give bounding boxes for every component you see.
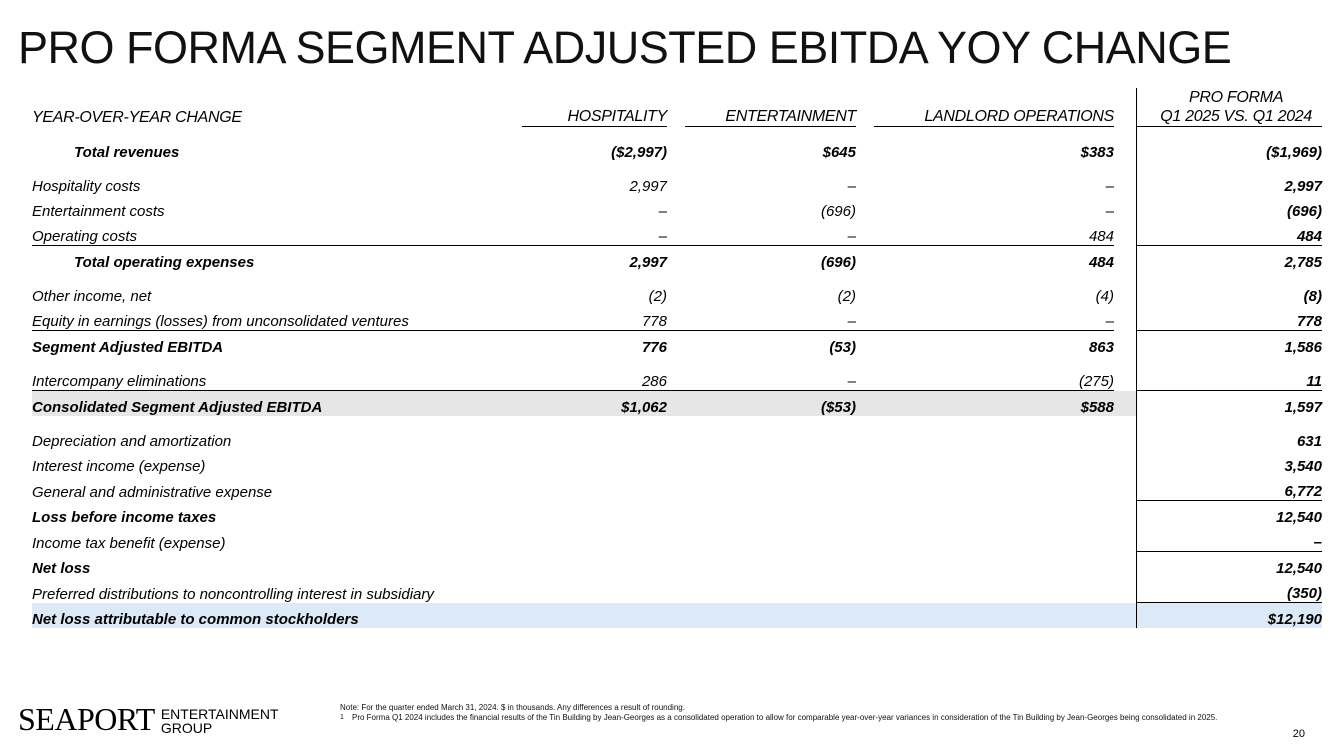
table-cell <box>856 526 874 552</box>
table-cell <box>874 603 1114 629</box>
table-cell <box>1114 161 1136 195</box>
table-row <box>32 305 1322 331</box>
table-cell: – <box>847 373 856 390</box>
footnote-mark: 1 <box>340 714 344 721</box>
table-cell: $588 <box>874 391 1114 417</box>
proforma-cell: 12,540 <box>1136 552 1322 578</box>
table-cell <box>667 195 685 220</box>
table-cell <box>874 475 1114 501</box>
table-cell <box>522 526 667 552</box>
table-cell <box>1114 356 1136 391</box>
table-row <box>32 416 1322 450</box>
row-label: Loss before income taxes <box>32 509 217 526</box>
table-cell <box>1114 127 1136 162</box>
row-label: Hospitality costs <box>32 178 141 195</box>
table-cell <box>667 391 685 417</box>
table-cell: (53) <box>685 331 856 357</box>
table-cell <box>667 331 685 357</box>
table-cell: – <box>847 228 856 245</box>
table-cell <box>1114 391 1136 417</box>
proforma-cell: (8) <box>1136 271 1322 305</box>
company-logo: SEAPORT ENTERTAINMENT GROUP <box>18 701 279 737</box>
proforma-cell: (350) <box>1136 577 1322 603</box>
table-row <box>32 391 1322 417</box>
footnote-text: Pro Forma Q1 2024 includes the financial results of the Tin Building by Jean-Georges as a consolidated operation to allow for comparable year-over-year variances in consideration of the Tin Building by Jean-Georges being consolidated in 2025. <box>352 713 1218 722</box>
table-cell <box>856 577 874 603</box>
table-cell <box>667 161 685 195</box>
table-cell: – <box>658 228 667 245</box>
row-label: Intercompany eliminations <box>32 373 207 390</box>
proforma-cell: 631 <box>1136 416 1322 450</box>
table-cell <box>1114 475 1136 501</box>
table-cell <box>1114 331 1136 357</box>
footnotes <box>340 703 1275 723</box>
table-cell: (2) <box>648 288 667 305</box>
table-cell <box>667 577 685 603</box>
table-cell <box>685 450 856 475</box>
proforma-cell: (696) <box>1136 195 1322 220</box>
row-label: Interest income (expense) <box>32 458 206 475</box>
table-cell <box>856 475 874 501</box>
proforma-cell: $12,190 <box>1136 603 1322 629</box>
row-label: Entertainment costs <box>32 203 165 220</box>
table-cell <box>685 475 856 501</box>
header-hospitality: HOSPITALITY <box>522 88 667 127</box>
table-cell <box>856 416 874 450</box>
table-cell: (696) <box>685 246 856 272</box>
table-cell <box>1114 603 1136 629</box>
row-label: Segment Adjusted EBITDA <box>32 331 522 357</box>
table-cell: 2,997 <box>522 246 667 272</box>
row-label: Preferred distributions to noncontrolling interest in subsidiary <box>32 585 434 603</box>
table-row <box>32 552 1322 578</box>
table-cell: – <box>1105 203 1114 220</box>
table-cell <box>667 603 685 629</box>
table-cell: 2,997 <box>629 178 667 195</box>
header-proforma: PRO FORMA Q1 2025 VS. Q1 2024 <box>1136 88 1322 127</box>
table-cell: – <box>847 178 856 195</box>
header-row <box>32 88 1322 127</box>
row-label: Operating costs <box>32 228 138 245</box>
table-cell <box>685 577 856 603</box>
table-cell: 863 <box>874 331 1114 357</box>
table-row <box>32 475 1322 501</box>
proforma-cell: 1,586 <box>1136 331 1322 357</box>
row-label: Net loss <box>32 560 91 577</box>
table-cell <box>1114 526 1136 552</box>
header-landlord: LANDLORD OPERATIONS <box>874 88 1114 127</box>
table-row <box>32 220 1322 246</box>
table-cell <box>1114 195 1136 220</box>
proforma-cell: 2,785 <box>1136 246 1322 272</box>
table-cell <box>1114 305 1136 331</box>
table-cell <box>856 552 874 578</box>
table-cell: ($53) <box>685 391 856 417</box>
table-cell <box>667 501 685 527</box>
row-label: General and administrative expense <box>32 483 273 501</box>
table-cell <box>874 577 1114 603</box>
table-cell <box>522 577 667 603</box>
table-cell <box>1114 501 1136 527</box>
table-cell <box>667 416 685 450</box>
row-label: Depreciation and amortization <box>32 433 232 450</box>
table-row <box>32 526 1322 552</box>
table-cell <box>856 331 874 357</box>
table-row <box>32 331 1322 357</box>
table-cell <box>667 552 685 578</box>
table-cell <box>856 501 874 527</box>
table-cell: – <box>1105 178 1114 195</box>
table-cell: $1,062 <box>522 391 667 417</box>
table-cell <box>667 246 685 272</box>
table-row <box>32 161 1322 195</box>
table-cell: $645 <box>822 144 856 161</box>
table-cell <box>667 271 685 305</box>
table-row <box>32 603 1322 629</box>
table-cell <box>856 161 874 195</box>
table-row <box>32 450 1322 475</box>
table-cell <box>1114 450 1136 475</box>
table-row <box>32 501 1322 527</box>
table-cell <box>856 391 874 417</box>
table-cell: $383 <box>1080 144 1114 161</box>
proforma-cell: 6,772 <box>1136 475 1322 501</box>
table-cell <box>685 501 856 527</box>
row-label: Other income, net <box>32 288 152 305</box>
table-cell: (4) <box>1095 288 1114 305</box>
table-cell <box>874 552 1114 578</box>
table-cell <box>874 501 1114 527</box>
page-number: 20 <box>1292 728 1305 740</box>
table-cell <box>1114 552 1136 578</box>
proforma-cell: 11 <box>1136 356 1322 391</box>
table-cell <box>856 127 874 162</box>
proforma-cell: 484 <box>1136 220 1322 246</box>
row-label: Total operating expenses <box>32 246 522 272</box>
table-cell <box>685 416 856 450</box>
table-row <box>32 246 1322 272</box>
proforma-cell: 3,540 <box>1136 450 1322 475</box>
table-cell <box>667 475 685 501</box>
row-label: Net loss attributable to common stockholders <box>32 603 522 629</box>
table-cell: 286 <box>641 373 667 390</box>
table-cell <box>1114 577 1136 603</box>
table-cell: – <box>658 203 667 220</box>
table-cell: – <box>847 313 856 330</box>
table-cell: 484 <box>874 246 1114 272</box>
table-cell <box>856 450 874 475</box>
proforma-cell: ($1,969) <box>1136 127 1322 162</box>
table-cell <box>667 356 685 391</box>
table-cell <box>667 305 685 331</box>
table-cell <box>856 271 874 305</box>
table-cell <box>522 475 667 501</box>
table-cell <box>1114 246 1136 272</box>
table-cell: (2) <box>837 288 856 305</box>
row-label: Consolidated Segment Adjusted EBITDA <box>32 391 522 417</box>
proforma-cell: 1,597 <box>1136 391 1322 417</box>
table-cell: 484 <box>1088 228 1114 245</box>
proforma-cell: 2,997 <box>1136 161 1322 195</box>
table-cell <box>522 501 667 527</box>
pro-forma-table <box>32 88 1322 628</box>
table-row <box>32 356 1322 391</box>
proforma-cell: 12,540 <box>1136 501 1322 527</box>
table-cell <box>1114 416 1136 450</box>
table-cell <box>1114 220 1136 246</box>
table-cell <box>856 356 874 391</box>
table-cell <box>856 603 874 629</box>
table-cell <box>874 450 1114 475</box>
table-cell <box>667 450 685 475</box>
table-cell <box>685 526 856 552</box>
note-text: Note: For the quarter ended March 31, 2024. $ in thousands. Any differences a result of rounding. <box>340 703 685 712</box>
table-row <box>32 271 1322 305</box>
row-label: Total revenues <box>74 144 180 161</box>
table-cell <box>685 552 856 578</box>
table-cell <box>522 416 667 450</box>
table-cell <box>522 552 667 578</box>
table-row <box>32 195 1322 220</box>
table-cell: 776 <box>522 331 667 357</box>
row-label: Equity in earnings (losses) from unconsolidated ventures <box>32 313 409 330</box>
table-cell <box>856 195 874 220</box>
table-cell <box>522 603 667 629</box>
proforma-cell: – <box>1136 526 1322 552</box>
table-cell: (275) <box>1078 373 1114 390</box>
header-entertainment: ENTERTAINMENT <box>685 88 856 127</box>
table-cell: (696) <box>820 203 856 220</box>
table-row <box>32 577 1322 603</box>
table-cell <box>856 220 874 246</box>
table-cell <box>1114 271 1136 305</box>
row-label: Income tax benefit (expense) <box>32 534 226 552</box>
table-cell <box>856 305 874 331</box>
table-row <box>32 127 1322 162</box>
table-cell <box>856 246 874 272</box>
table-cell <box>685 603 856 629</box>
table-cell <box>874 416 1114 450</box>
table-cell <box>667 127 685 162</box>
table-cell <box>874 526 1114 552</box>
table-cell <box>667 526 685 552</box>
table-cell: – <box>1105 313 1114 330</box>
page-title: PRO FORMA SEGMENT ADJUSTED EBITDA YOY CHANGE <box>18 22 1232 73</box>
table-cell: 778 <box>641 313 667 330</box>
table-cell <box>522 450 667 475</box>
header-label: YEAR-OVER-YEAR CHANGE <box>32 108 242 126</box>
table-cell: ($2,997) <box>611 144 667 161</box>
table-cell <box>667 220 685 246</box>
proforma-cell: 778 <box>1136 305 1322 331</box>
